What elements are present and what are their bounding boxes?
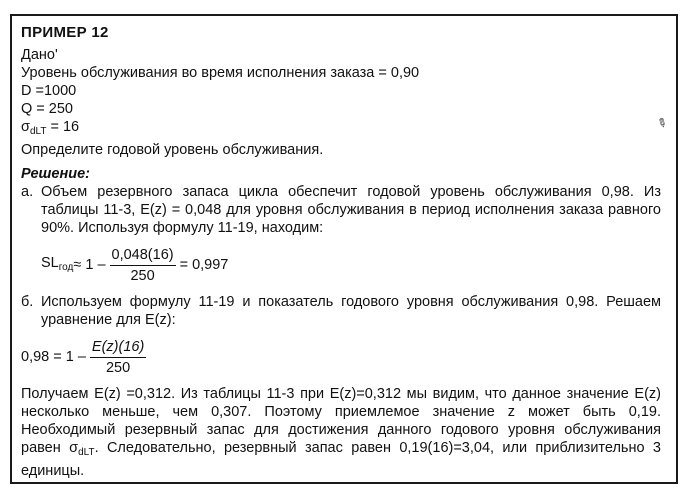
given-section (21, 46, 661, 159)
fraction-bar (90, 357, 146, 358)
given-label: Дано' (21, 47, 58, 63)
conclusion-sigma-sub: dLT (78, 447, 95, 458)
given-order-quantity: Q = 250 (21, 101, 73, 117)
solution-step-a (21, 183, 661, 293)
given-service-level: Уровень обслуживания во время исполнения заказа = 0,90 (21, 65, 420, 81)
formula-a-result: = 0,997 (179, 257, 229, 273)
solution-step-b (21, 293, 661, 329)
formula-b-denominator: 250 (105, 359, 131, 376)
given-question: Определите годовой уровень обслуживания. (21, 142, 324, 158)
given-sigma (21, 118, 661, 141)
step-b-text: Используем формулу 11-19 и показатель годового уровня обслуживания 0,98. Решаем уравнение для E(z): (41, 294, 661, 328)
formula-a (41, 243, 661, 287)
formula-a-denominator: 250 (130, 267, 155, 284)
formula-b-fraction (90, 338, 146, 377)
formula-b-numerator: E(z)(16) (91, 338, 145, 355)
formula-b-lhs: 0,98 = 1 – (21, 349, 86, 365)
formula-a-lhs: $SL_{год}$ (41, 254, 74, 273)
conclusion-paragraph: Получаем E(z) =0,312. Из таблицы 11-3 при E(z)=0,312 мы видим, что данное значение E(z) несколько меньше, чем 0,307. Поэтому приемлемое значение z может быть 0,19. Необходимый резервный запас для достижения данного годового уровня обслуживания равен $\sigma_{dLT}$. Следовательно, резервный запас равен 0,19(16)=3,04, или приблизительно 3 единицы. (21, 386, 661, 479)
solution-heading: Решение: (21, 166, 91, 182)
pen-mark-icon: ✎ (654, 114, 670, 132)
sigma-symbol: σ (21, 119, 30, 135)
sigma-value: = 16 (46, 119, 80, 135)
given-demand: D =1000 (21, 83, 77, 99)
example-content (21, 24, 661, 480)
step-a-text: Объем резервного запаса цикла обеспечит годовой уровень обслуживания 0,98. Из таблицы 11-3, E(z) = 0,048 для уровня обслуживания в период исполнения заказа равного 90%. Используя формулу 11-19, находим: (41, 184, 661, 236)
step-b-marker: б. (21, 294, 34, 310)
step-a-marker: а. (21, 184, 34, 200)
formula-a-fraction (110, 246, 176, 285)
sigma-subscript: dLT (29, 126, 47, 137)
conclusion-sigma: σ (69, 440, 79, 456)
fraction-bar (110, 265, 176, 266)
formula-a-eq: ≈ 1 – (73, 257, 106, 273)
formula-b (21, 335, 661, 379)
example-title: ПРИМЕР 12 (21, 24, 109, 41)
formula-a-numerator: 0,048(16) (111, 246, 174, 263)
